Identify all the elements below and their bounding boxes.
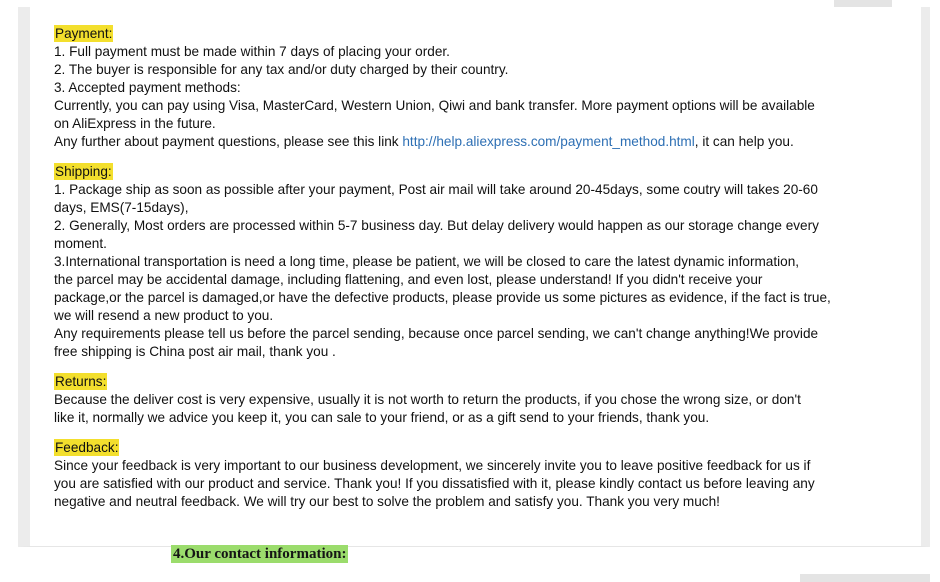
shipping-line: Any requirements please tell us before the parcel sending, because once parcel sending, we can't change anything!We provide [54, 326, 819, 341]
shipping-line: package,or the parcel is damaged,or have the defective products, please provide us some pictures as evidence, if the fact is true, [54, 290, 831, 305]
payment-line: 2. The buyer is responsible for any tax and/or duty charged by their country. [54, 62, 509, 77]
payment-link-line [54, 133, 924, 151]
payment-method-link[interactable]: http://help.aliexpress.com/payment_method.html [402, 134, 695, 149]
feedback-heading: Feedback: [55, 440, 119, 455]
shipping-line: the parcel may be accidental damage, including flattening, and even lost, please understand! If you didn't receive your [54, 272, 763, 287]
shipping-line: 2. Generally, Most orders are processed within 5-7 business day. But delay delivery would happen as our storage change every [54, 218, 819, 233]
top-edge-decoration [834, 0, 892, 7]
shipping-line: moment. [54, 236, 107, 251]
payment-line: 1. Full payment must be made within 7 days of placing your order. [54, 44, 450, 59]
feedback-section [54, 439, 924, 511]
policy-content [54, 25, 924, 523]
feedback-line: Since your feedback is very important to our business development, we sincerely invite you to leave positive feedback for us if [54, 458, 811, 473]
feedback-line: negative and neutral feedback. We will try our best to solve the problem and satisfy you. Thank you very much! [54, 494, 720, 509]
returns-line: like it, normally we advice you keep it, you can sale to your friend, or as a gift send to your friends, thank you. [54, 410, 710, 425]
feedback-line: you are satisfied with our product and service. Thank you! If you dissatisfied with it, please kindly contact us before leaving any [54, 476, 815, 491]
shipping-line: 1. Package ship as soon as possible after your payment, Post air mail will take around 20-45days, some coutry will takes 20-60 [54, 182, 818, 197]
shipping-line: 3.International transportation is need a long time, please be patient, we will be closed to care the latest dynamic information, [54, 254, 800, 269]
contact-information-heading: 4.Our contact information: [173, 546, 347, 562]
returns-heading: Returns: [55, 374, 107, 389]
bottom-edge-decoration [800, 574, 930, 582]
payment-line: Currently, you can pay using Visa, MasterCard, Western Union, Qiwi and bank transfer. More payment options will be available [54, 98, 815, 113]
returns-section [54, 373, 924, 427]
shipping-line: days, EMS(7-15days), [54, 200, 189, 215]
payment-line: on AliExpress in the future. [54, 116, 216, 131]
shipping-section [54, 163, 924, 361]
returns-line: Because the deliver cost is very expensive, usually it is not worth to return the products, if you chose the wrong size, or don't [54, 392, 801, 407]
shipping-heading: Shipping: [55, 164, 112, 179]
payment-heading: Payment: [55, 26, 113, 41]
shipping-line: we will resend a new product to you. [54, 308, 274, 323]
policy-panel [18, 7, 930, 547]
payment-link-prefix: Any further about payment questions, please see this link [54, 134, 403, 149]
shipping-line: free shipping is China post air mail, thank you . [54, 344, 336, 359]
payment-link-suffix: , it can help you. [694, 134, 794, 149]
payment-line: 3. Accepted payment methods: [54, 80, 241, 95]
payment-section [54, 25, 924, 151]
